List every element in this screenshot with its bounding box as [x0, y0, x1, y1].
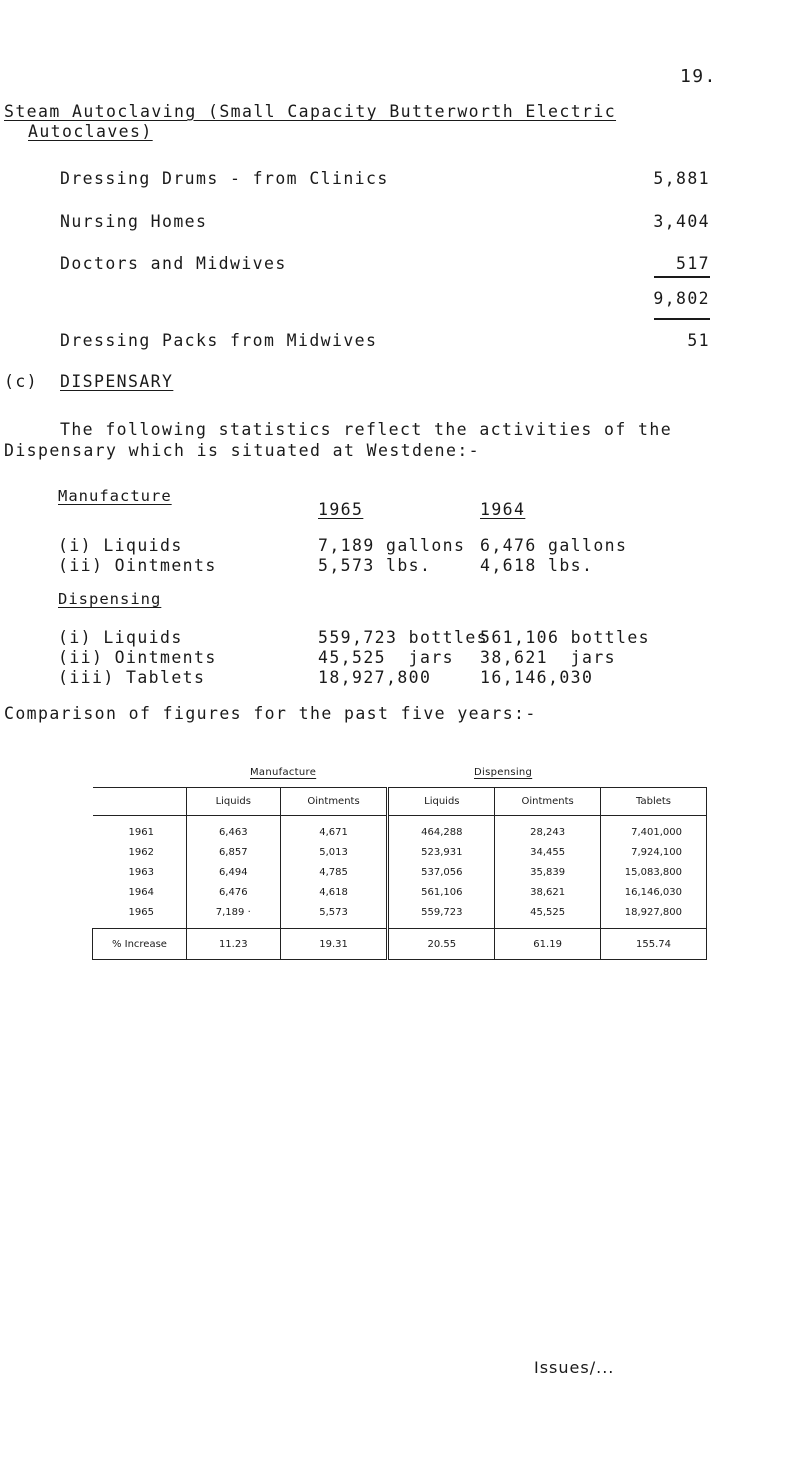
manufacture-ointments-label: (ii) Ointments: [58, 556, 217, 575]
manufacture-ointments-1964: 4,618 lbs.: [480, 556, 594, 575]
manufacture-liquids-1964: 6,476 gallons: [480, 536, 628, 555]
manufacture-heading: Manufacture: [58, 487, 172, 505]
cell-value: 561,106: [388, 882, 495, 902]
col-header-ointments-dispensing: Ointments: [495, 788, 601, 816]
row-year: 1961: [128, 826, 154, 838]
autoclave-heading-cont: Autoclaves): [28, 122, 153, 141]
cell-value: 6,857: [186, 842, 280, 862]
dispensing-ointments-1965: 45,525 jars: [318, 648, 455, 667]
table-row: [93, 842, 707, 862]
section-marker: (c): [4, 372, 39, 391]
dispensing-heading: Dispensing: [58, 590, 162, 608]
page-number: 19.: [680, 66, 717, 87]
table-header-row: [93, 788, 707, 816]
dispensing-tablets-1965: 18,927,800: [318, 668, 432, 687]
section-title: DISPENSARY: [60, 372, 174, 391]
cell-value: 5,573: [280, 902, 388, 929]
cell-value: 559,723: [388, 902, 495, 929]
cell-value: 5,013: [280, 842, 388, 862]
intro-line-1: The following statistics reflect the activities of the: [60, 420, 673, 439]
footer-value: 61.19: [495, 929, 601, 960]
cell-value: 523,931: [388, 842, 495, 862]
dispensing-ointments-1964: 38,621 jars: [480, 648, 617, 667]
cell-value: 6,494: [186, 862, 280, 882]
table-group-manufacture: Manufacture: [250, 767, 317, 778]
cell-value: 4,785: [280, 862, 388, 882]
comparison-table: [92, 787, 707, 960]
col-header-liquids-manufacture: Liquids: [186, 788, 280, 816]
table-row: [93, 816, 707, 843]
dressing-packs-value: 51: [687, 331, 710, 350]
cell-value: 35,839: [495, 862, 601, 882]
manufacture-liquids-label: (i) Liquids: [58, 536, 183, 555]
year-1965-heading: 1965: [318, 500, 364, 519]
dispensing-tablets-label: (iii) Tablets: [58, 668, 206, 687]
doctors-midwives-value: 517: [675, 254, 710, 273]
dispensing-tablets-1964: 16,146,030: [480, 668, 594, 687]
cell-value: 34,455: [495, 842, 601, 862]
cell-value: 7,401,000: [601, 816, 707, 843]
cell-value: 18,927,800: [601, 902, 707, 929]
cell-value: 45,525: [495, 902, 601, 929]
row-year: 1965: [93, 902, 187, 929]
table-group-dispensing: Dispensing: [474, 767, 533, 778]
dispensing-ointments-label: (ii) Ointments: [58, 648, 217, 667]
cell-value: 16,146,030: [601, 882, 707, 902]
row-year: 1963: [128, 866, 154, 878]
col-header-liquids-dispensing: Liquids: [388, 788, 495, 816]
cell-value: 28,243: [495, 816, 601, 843]
footer-value: 11.23: [186, 929, 280, 960]
row-year: 1962: [128, 846, 154, 858]
footer-label: % Increase: [93, 929, 187, 960]
nursing-homes-value: 3,404: [653, 212, 710, 231]
dispensing-liquids-1965: 559,723 bottles: [318, 628, 489, 647]
dressing-packs-label: Dressing Packs from Midwives: [60, 331, 378, 350]
total-rule: [654, 318, 710, 320]
table-footer-row: [93, 929, 707, 960]
comparison-line: Comparison of figures for the past five years:-: [4, 704, 537, 723]
dressing-drums-clinics-label: Dressing Drums - from Clinics: [60, 169, 389, 188]
cell-value: 464,288: [388, 816, 495, 843]
row-year: 1964: [128, 886, 154, 898]
dressing-drums-total: 9,802: [653, 289, 710, 308]
intro-line-2: Dispensary which is situated at Westdene:-: [4, 441, 481, 460]
footer-continuation: Issues/...: [534, 1358, 615, 1377]
cell-value: 4,671: [280, 816, 388, 843]
dispensing-liquids-1964: 561,106 bottles: [480, 628, 651, 647]
col-header-ointments-manufacture: Ointments: [280, 788, 388, 816]
cell-value: 6,463: [186, 816, 280, 843]
manufacture-liquids-1965: 7,189 gallons: [318, 536, 466, 555]
cell-value: 537,056: [388, 862, 495, 882]
header-blank-cell: [93, 788, 187, 816]
autoclave-heading: Steam Autoclaving (Small Capacity Butterworth Electric: [4, 102, 617, 121]
cell-value: 15,083,800: [601, 862, 707, 882]
year-1964-heading: 1964: [480, 500, 526, 519]
subtotal-rule: [654, 276, 710, 278]
table-row: [93, 902, 707, 929]
dispensing-liquids-label: (i) Liquids: [58, 628, 183, 647]
footer-value: 155.74: [601, 929, 707, 960]
table-row: [93, 882, 707, 902]
cell-value: 6,476: [186, 882, 280, 902]
cell-value: 4,618: [280, 882, 388, 902]
doctors-midwives-label: Doctors and Midwives: [60, 254, 287, 273]
col-header-tablets: Tablets: [601, 788, 707, 816]
footer-value: 19.31: [280, 929, 388, 960]
footer-value: 20.55: [388, 929, 495, 960]
cell-value: 7,924,100: [601, 842, 707, 862]
nursing-homes-label: Nursing Homes: [60, 212, 208, 231]
dressing-drums-clinics-value: 5,881: [653, 169, 710, 188]
cell-value: 38,621: [495, 882, 601, 902]
manufacture-ointments-1965: 5,573 lbs.: [318, 556, 432, 575]
table-row: [93, 862, 707, 882]
cell-value: 7,189 ·: [186, 902, 280, 929]
